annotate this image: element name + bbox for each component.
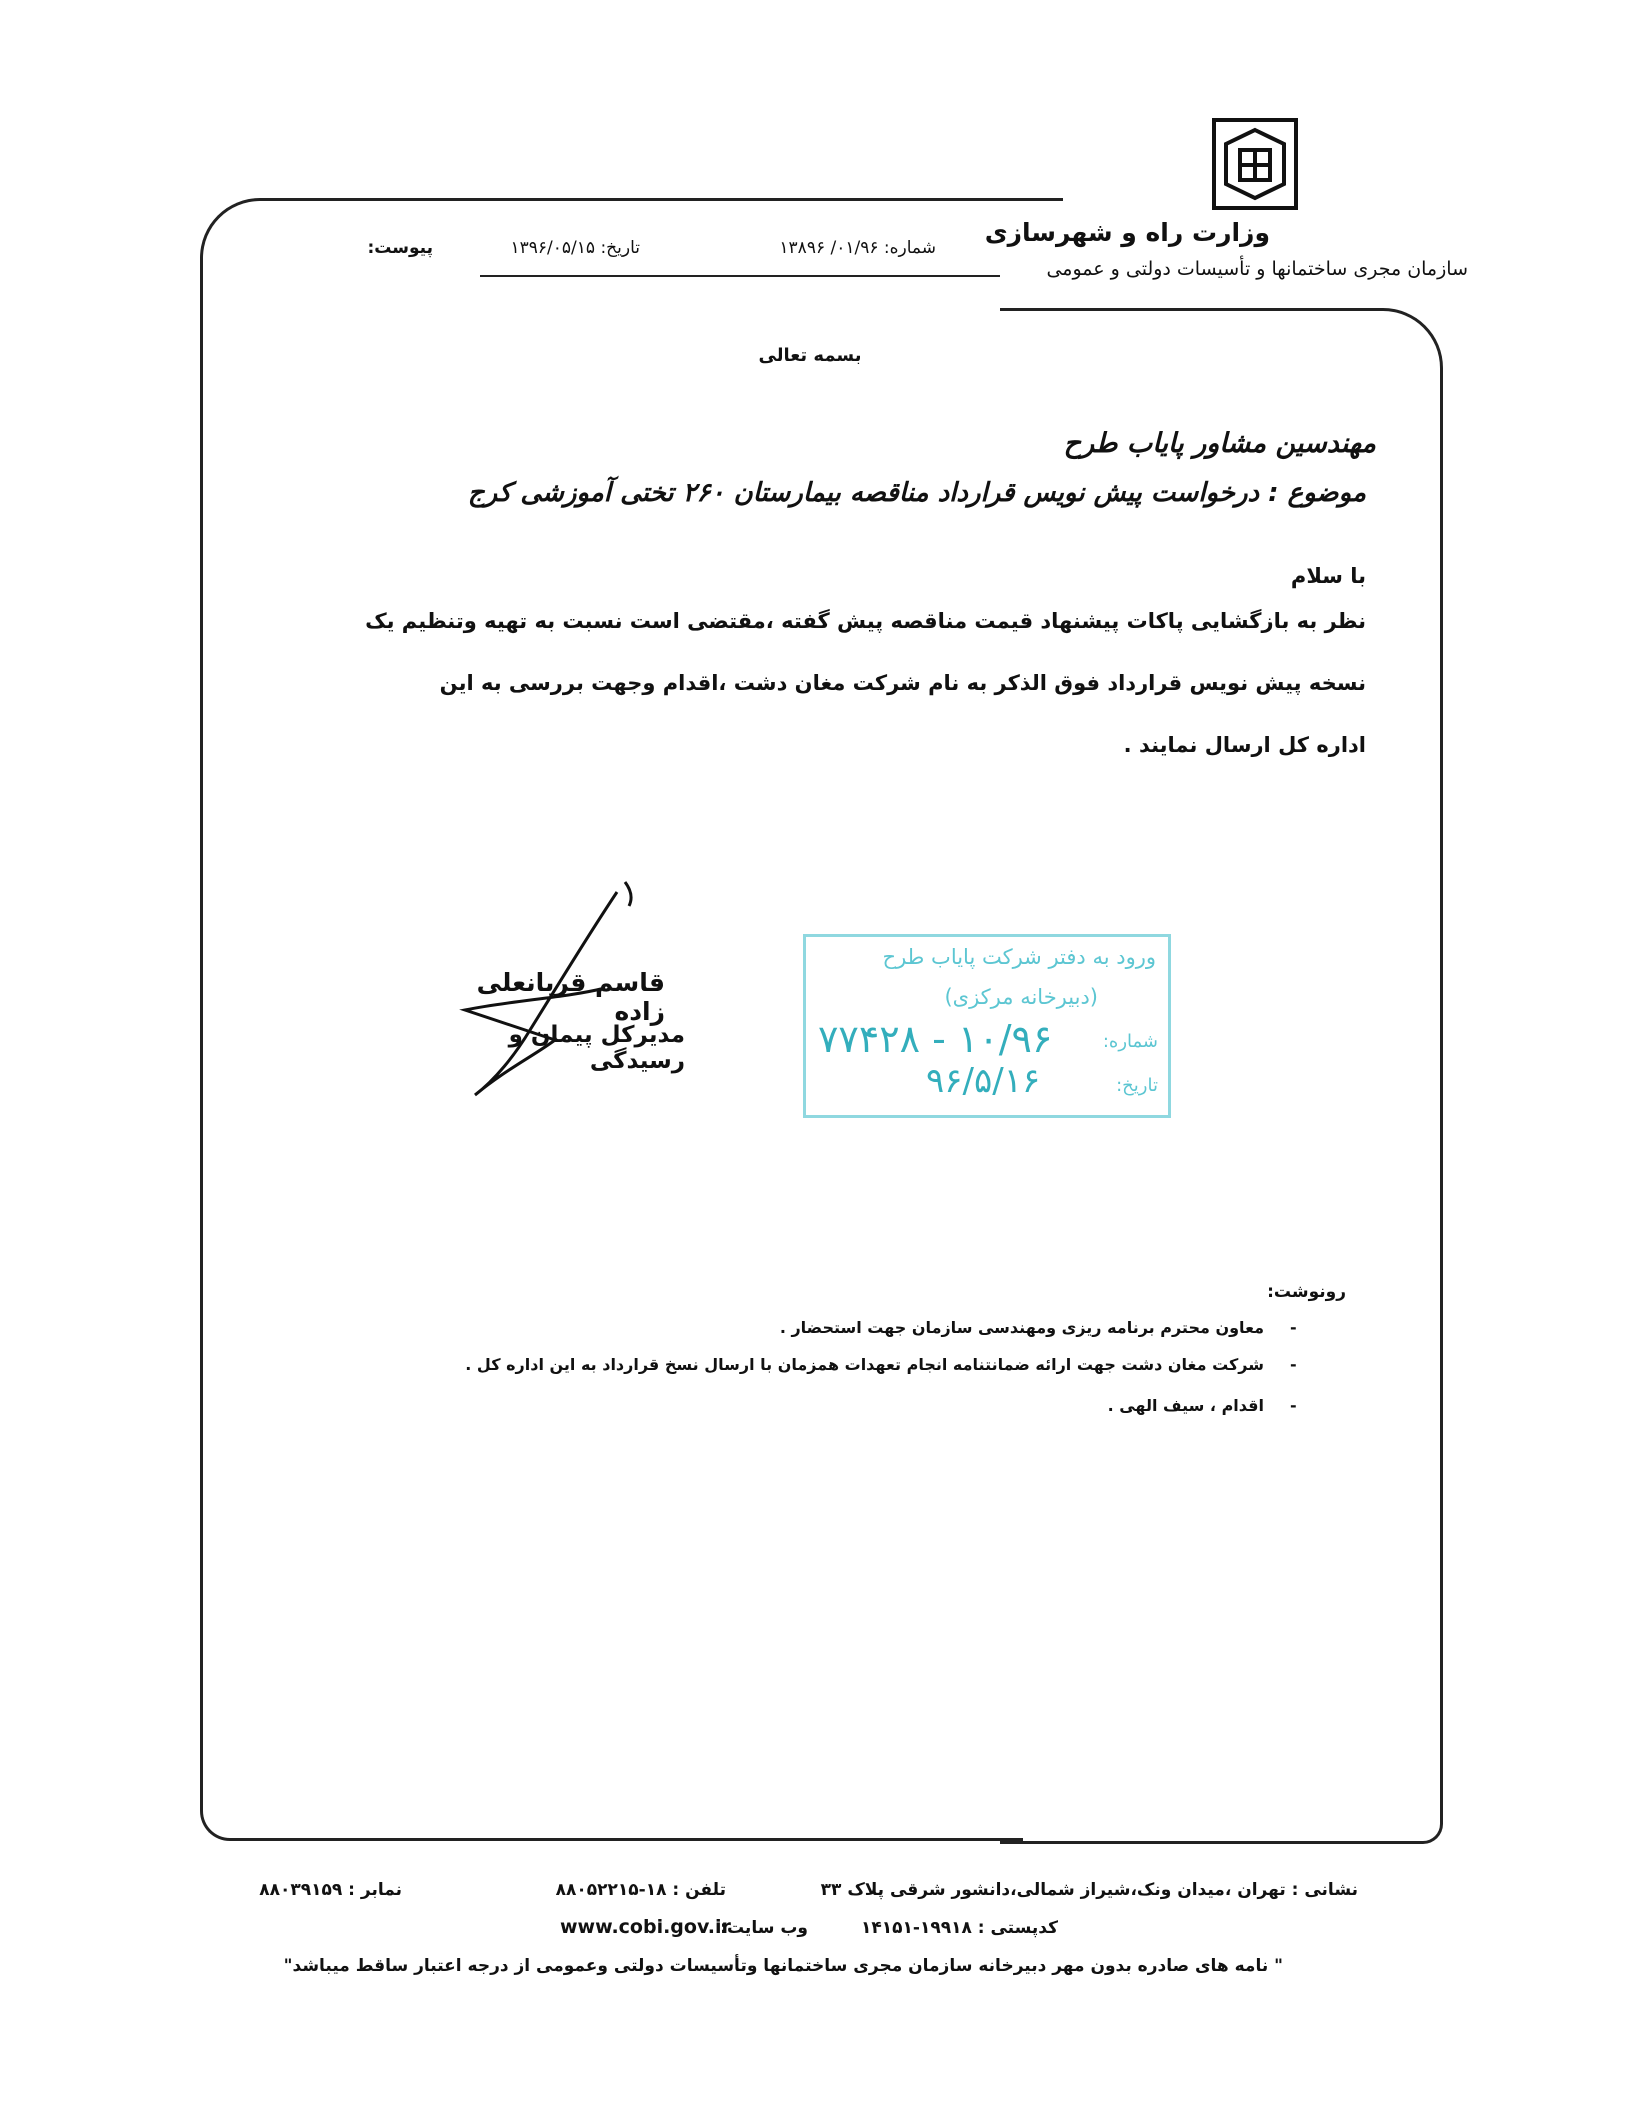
- recipient: مهندسین مشاور پایاب طرح: [1063, 428, 1376, 459]
- footer-postal-code: کدپستی : ۱۹۹۱۸-۱۴۱۵۱: [860, 1918, 1058, 1938]
- bismillah-heading: بسمه تعالی: [758, 345, 862, 366]
- stamp-date-label: تاریخ:: [1116, 1075, 1158, 1096]
- letter-number-label: شماره:: [883, 238, 936, 258]
- stamp-number-label: شماره:: [1102, 1031, 1158, 1052]
- cc-item: معاون محترم برنامه ریزی ومهندسی سازمان جهت استحضار .: [779, 1318, 1264, 1337]
- footer-phone: تلفن : ۱۸-۸۸۰۵۲۲۱۵: [555, 1880, 726, 1900]
- signer-name: قاسم قربانعلی زاده: [476, 968, 665, 1026]
- stamp-line-1: ورود به دفتر شرکت پایاب طرح: [882, 945, 1156, 969]
- footer-address: نشانی : تهران ،میدان ونک،شیراز شمالی،دانشور شرقی پلاک ۳۳: [820, 1880, 1358, 1900]
- signer-title: مدیرکل پیمان و رسیدگی: [508, 1022, 685, 1074]
- stamp-line-2: (دبیرخانه مرکزی): [944, 985, 1098, 1009]
- handwritten-signature: [435, 880, 665, 1100]
- cc-dash: -: [1290, 1396, 1297, 1415]
- body-line: اداره کل ارسال نمایند .: [1123, 733, 1366, 757]
- letter-date-label: تاریخ:: [600, 238, 640, 258]
- body-line: نظر به بازگشایی پاکات پیشنهاد قیمت مناقصه پیش گفته ،مقتضی است نسبت به تهیه وتنظیم یک: [365, 609, 1366, 633]
- letter-number-value: ۰۱/۹۶/ ۱۳۸۹۶: [779, 238, 879, 258]
- stamp-number-value: ۱۰/۹۶ - ۷۷۴۲۸: [818, 1017, 1053, 1061]
- received-stamp: [803, 934, 1171, 1118]
- cc-item: اقدام ، سیف الهی .: [1107, 1396, 1264, 1415]
- organization-logo-icon: [1212, 118, 1298, 210]
- greeting: با سلام: [1290, 564, 1366, 588]
- footer-website-link[interactable]: www.cobi.gov.ir: [560, 1916, 731, 1938]
- cc-dash: -: [1290, 1355, 1297, 1374]
- footer-fax: نمابر : ۸۸۰۳۹۱۵۹: [259, 1880, 402, 1900]
- letter-body: [346, 590, 1366, 776]
- cc-item: شرکت مغان دشت جهت ارائه ضمانتنامه انجام تعهدات همزمان با ارسال نسخ قرارداد به این اداره کل .: [465, 1355, 1264, 1374]
- organization-name: سازمان مجری ساختمانها و تأسیسات دولتی و عمومی: [1046, 258, 1468, 280]
- footer-notice: " نامه های صادره بدون مهر دبیرخانه سازمان مجری ساختمانها وتأسیسات دولتی وعمومی از درجه اعتبار ساقط میباشد": [283, 1956, 1283, 1976]
- footer-website-label: وب سایت:: [720, 1918, 808, 1938]
- cc-title: رونوشت:: [1267, 1282, 1346, 1302]
- subject-line: موضوع : درخواست پیش نویس قرارداد مناقصه بیمارستان ۲۶۰ تختی آموزشی کرج: [467, 478, 1366, 508]
- ministry-name: وزارت راه و شهرسازی: [984, 218, 1270, 247]
- letter-date-value: ۱۳۹۶/۰۵/۱۵: [510, 238, 596, 258]
- attachment-label: پیوست:: [367, 238, 433, 258]
- frame-top: [200, 198, 1063, 281]
- cc-dash: -: [1290, 1318, 1297, 1337]
- body-line: نسخه پیش نویس قرارداد فوق الذکر به نام شرکت مغان دشت ،اقدام وجهت بررسی به این: [439, 671, 1366, 695]
- stamp-date-value: ۹۶/۵/۱۶: [926, 1061, 1041, 1101]
